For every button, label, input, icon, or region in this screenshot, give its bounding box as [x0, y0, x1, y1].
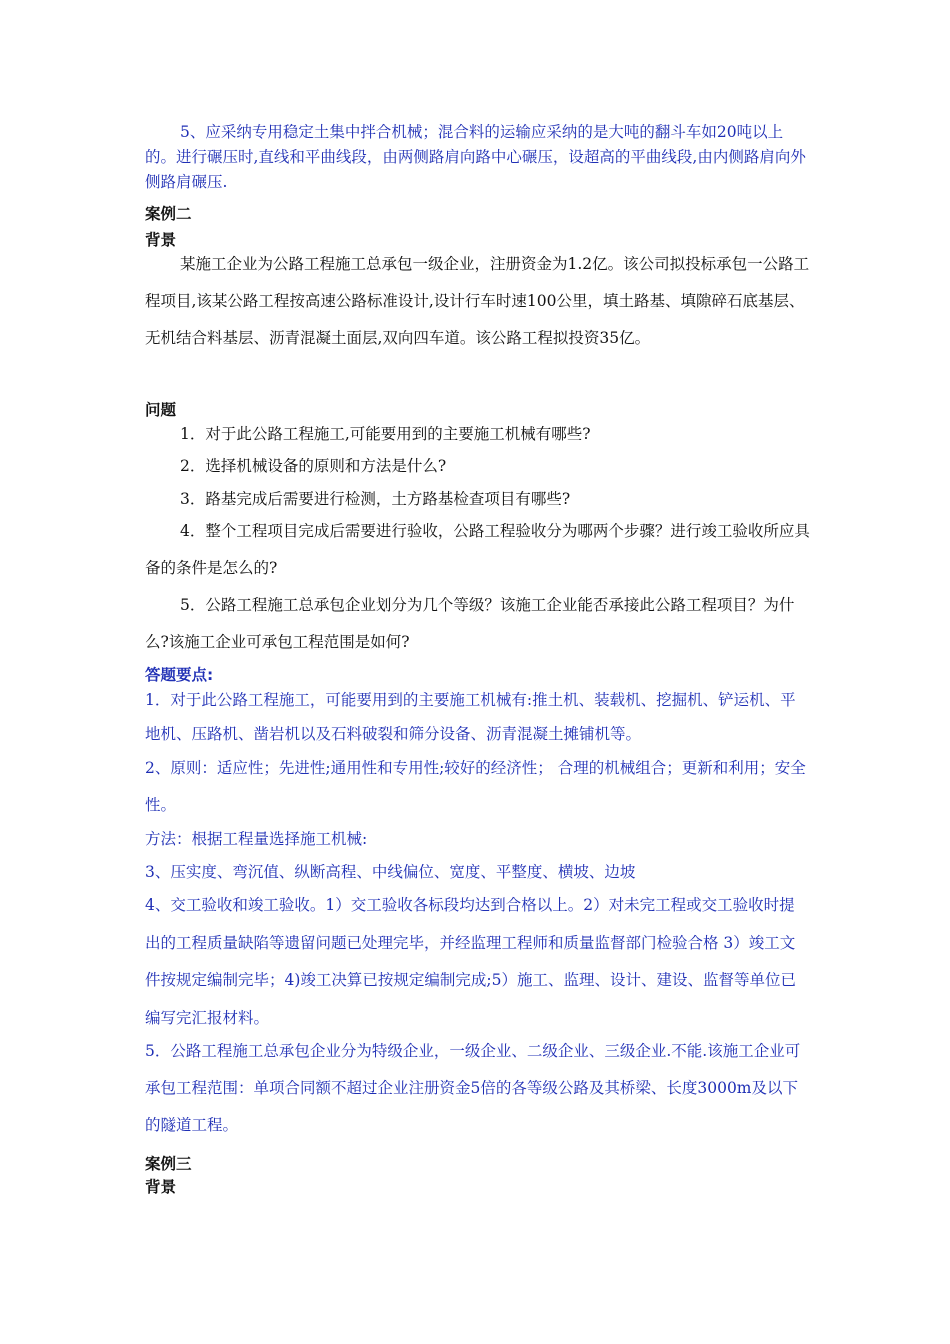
answer-item-5: 5、应采纳专用稳定土集中拌合机械；混合料的运输应采纳的是大吨的翻斗车如20吨以上的。进行碾压时,直线和平曲线段，由两侧路肩向路中心碾压，设超高的平曲线段,由内侧路肩向外侧路肩碾压. [145, 123, 806, 191]
answer-4: 4、交工验收和竣工验收。1）交工验收各标段均达到合格以上。2）对未完工程或交工验收时提出的工程质量缺陷等遗留问题已处理完毕，并经监理工程师和质量监督部门检验合格 3）竣工文件按规定编制完毕；4)竣工决算已按规定编制完成;5）施工、监理、设计、建设、监督等单位已编写完汇报材料。 [145, 896, 796, 1027]
question-5: 5．公路工程施工总承包企业划分为几个等级？该施工企业能否承接此公路工程项目？为什么?该施工企业可承包工程范围是如何? [145, 596, 795, 651]
question-1: 1．对于此公路工程施工,可能要用到的主要施工机械有哪些? [180, 425, 591, 443]
case2-answers-label: 答题要点: [145, 666, 214, 684]
answer-1: 1．对于此公路工程施工，可能要用到的主要施工机械有:推土机、装载机、挖掘机、铲运机、平地机、压路机、凿岩机以及石料破裂和筛分设备、沥青混凝土摊铺机等。 [145, 691, 796, 743]
case3-title: 案例三 [145, 1155, 192, 1173]
answer-2: 2、原则：适应性；先进性;通用性和专用性;较好的经济性； 合理的机械组合；更新和利用；安全性。 [145, 759, 806, 814]
answer-method: 方法：根据工程量选择施工机械: [145, 830, 368, 848]
question-4: 4．整个工程项目完成后需要进行验收，公路工程验收分为哪两个步骤？进行竣工验收所应具备的条件是怎么的? [145, 522, 810, 577]
question-2: 2．选择机械设备的原则和方法是什么? [180, 457, 447, 475]
case3-background-label: 背景 [145, 1178, 177, 1196]
answer-5: 5．公路工程施工总承包企业分为特级企业，一级企业、二级企业、三级企业.不能.该施工企业可承包工程范围：单项合同额不超过企业注册资金5倍的各等级公路及其桥梁、长度3000m及以下的隧道工程。 [145, 1042, 801, 1134]
answer-3: 3、压实度、弯沉值、纵断高程、中线偏位、宽度、平整度、横坡、边坡 [145, 863, 636, 881]
question-3: 3．路基完成后需要进行检测，土方路基检查项目有哪些? [180, 490, 571, 508]
case2-background-label: 背景 [145, 231, 177, 249]
case2-questions-label: 问题 [145, 401, 177, 419]
case2-background-text: 某施工企业为公路工程施工总承包一级企业，注册资金为1.2亿。该公司拟投标承包一公路工程项目,该某公路工程按高速公路标准设计,设计行车时速100公里，填土路基、填隙碎石底基层、无机结合料基层、沥青混凝土面层,双向四车道。该公路工程拟投资35亿。 [145, 255, 810, 347]
case2-title: 案例二 [145, 205, 192, 223]
